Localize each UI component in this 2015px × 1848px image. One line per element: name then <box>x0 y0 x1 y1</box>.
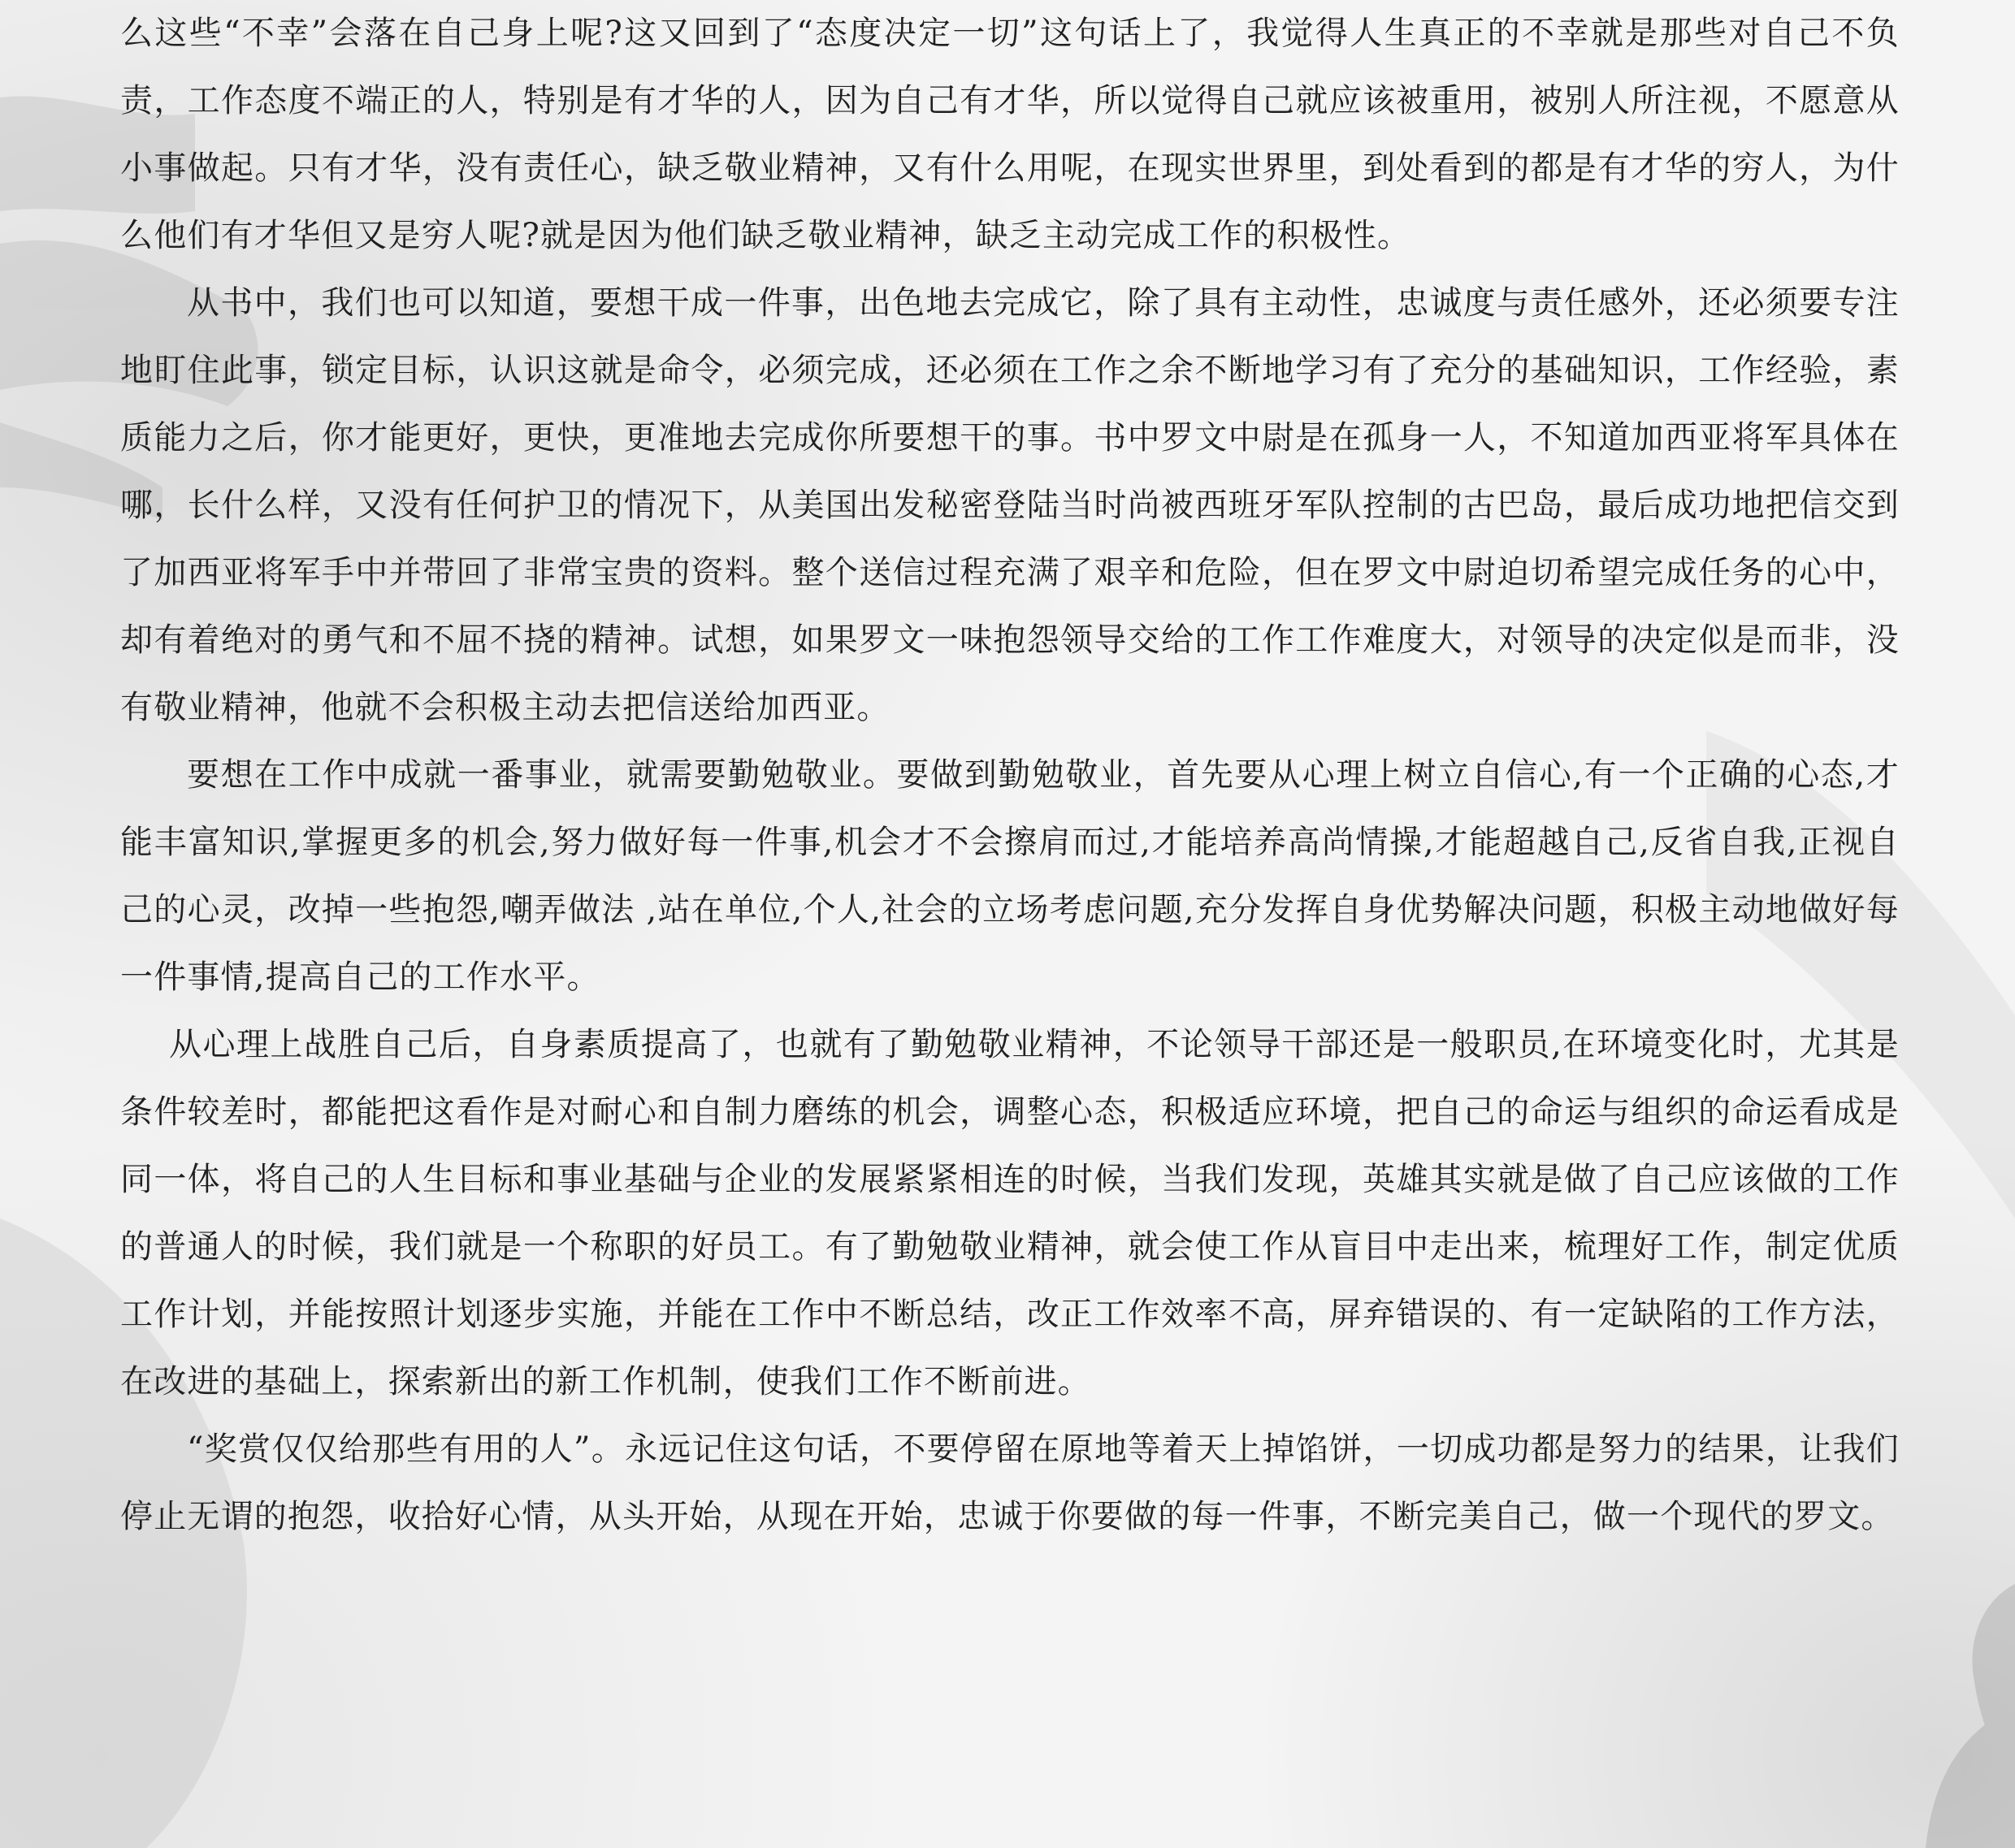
paragraph-1: 么这些“不幸”会落在自己身上呢?这又回到了“态度决定一切”这句话上了，我觉得人生真正的不幸就是那些对自己不负责，工作态度不端正的人，特别是有才华的人，因为自己有才华，所以觉得自己就应该被重用，被别人所注视，不愿意从小事做起。只有才华，没有责任心，缺乏敬业精神，又有什么用呢，在现实世界里，到处看到的都是有才华的穷人，为什么他们有才华但又是穷人呢?就是因为他们缺乏敬业精神，缺乏主动完成工作的积极性。 <box>120 15 1900 254</box>
paragraph-4: 从心理上战胜自己后，自身素质提高了，也就有了勤勉敬业精神，不论领导干部还是一般职员,在环境变化时，尤其是条件较差时，都能把这看作是对耐心和自制力磨练的机会，调整心态，积极适应环境，把自己的命运与组织的命运看成是同一体，将自己的人生目标和事业基础与企业的发展紧紧相连的时候，当我们发现，英雄其实就是做了自己应该做的工作的普通人的时候，我们就是一个称职的好员工。有了勤勉敬业精神，就会使工作从盲目中走出来，梳理好工作，制定优质工作计划，并能按照计划逐步实施，并能在工作中不断总结，改正工作效率不高，屏弃错误的、有一定缺陷的工作方法，在改进的基础上，探索新出的新工作机制，使我们工作不断前进。 <box>120 1026 1900 1400</box>
paragraph-5: “奖赏仅仅给那些有用的人”。永远记住这句话，不要停留在原地等着天上掉馅饼，一切成功都是努力的结果，让我们停止无谓的抱怨，收拾好心情，从头开始，从现在开始，忠诚于你要做的每一件事，不断完美自己，做一个现代的罗文。 <box>120 1430 1900 1535</box>
paragraph-2: 从书中，我们也可以知道，要想干成一件事，出色地去完成它，除了具有主动性，忠诚度与责任感外，还必须要专注地盯住此事，锁定目标，认识这就是命令，必须完成，还必须在工作之余不断地学习有了充分的基础知识，工作经验，素质能力之后，你才能更好，更快，更准地去完成你所要想干的事。书中罗文中尉是在孤身一人，不知道加西亚将军具体在哪，长什么样，又没有任何护卫的情况下，从美国出发秘密登陆当时尚被西班牙军队控制的古巴岛，最后成功地把信交到了加西亚将军手中并带回了非常宝贵的资料。整个送信过程充满了艰辛和危险，但在罗文中尉迫切希望完成任务的心中，却有着绝对的勇气和不屈不挠的精神。试想，如果罗文一味抱怨领导交给的工作工作难度大，对领导的决定似是而非，没有敬业精神，他就不会积极主动去把信送给加西亚。 <box>120 284 1900 726</box>
body-text <box>120 0 1900 1551</box>
paragraph-3: 要想在工作中成就一番事业，就需要勤勉敬业。要做到勤勉敬业，首先要从心理上树立自信心,有一个正确的心态,才能丰富知识,掌握更多的机会,努力做好每一件事,机会才不会擦肩而过,才能培养高尚情操,才能超越自己,反省自我,正视自己的心灵，改掉一些抱怨,嘲弄做法 ,站在单位,个人,社会的立场考虑问题,充分发挥自身优势解决问题，积极主动地做好每一件事情,提高自己的工作水平。 <box>120 756 1900 996</box>
